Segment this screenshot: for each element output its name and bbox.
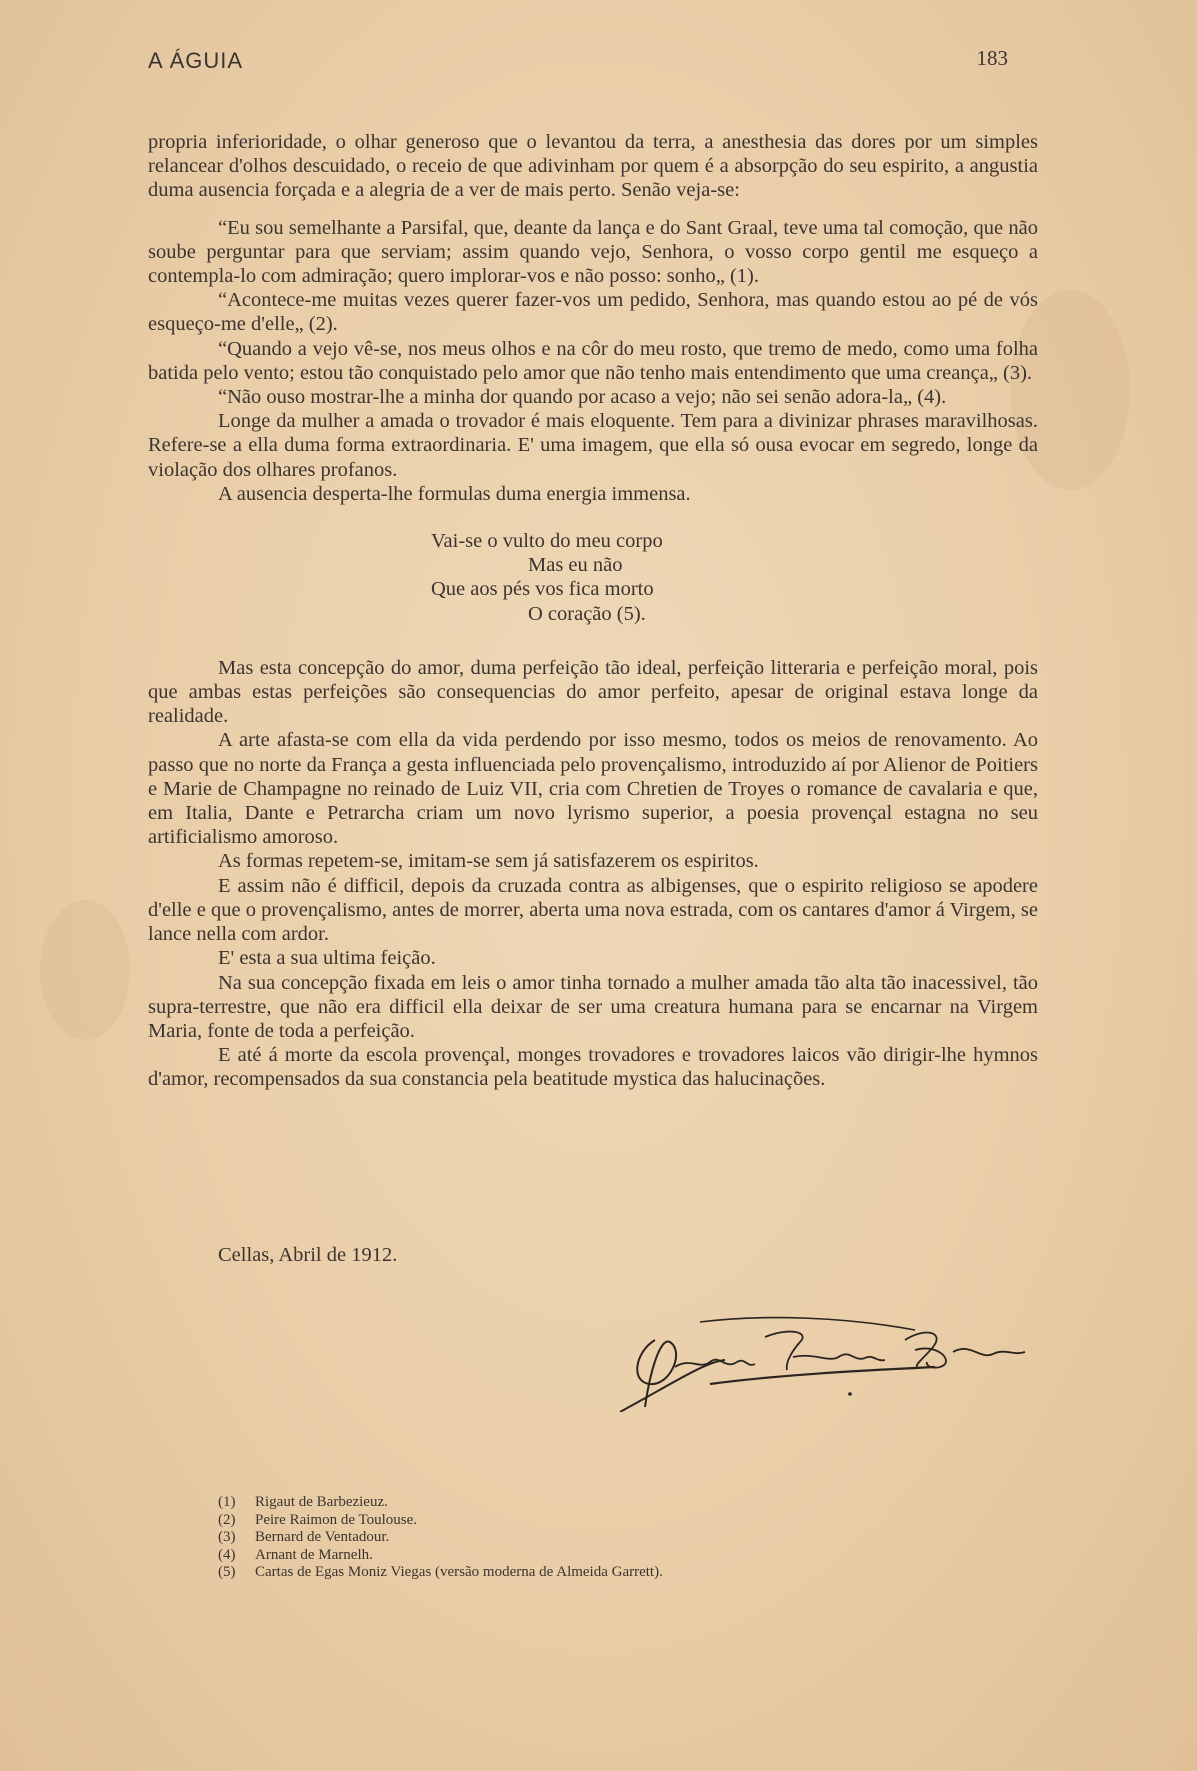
footnote-mark: (4) <box>218 1546 236 1563</box>
footnotes <box>218 1494 663 1582</box>
footnote <box>218 1529 663 1547</box>
paragraph-arte: A arte afasta-se com ella da vida perdendo por isso mesmo, todos os meios de renovamento. Ao passo que no norte da França a gesta influenciada pelo provençalismo, introduzido aí por Alienor de Poitiers e Marie de Champagne no reinado de Luiz VII, cria com Chretien de Troyes o romance de cavalaria e que, em Italia, Dante e Petrarcha criam um novo lyrismo superior, a poesia provençal estagna no seu artificialismo amoroso. <box>148 729 1038 849</box>
paragraph-mas: Mas esta concepção do amor, duma perfeição tão ideal, perfeição litteraria e perfeição moral, pois que ambas estas perfeições são consequencias do amor perfeito, apesar de original estava longe da realidade. <box>148 656 1038 728</box>
footnote <box>218 1512 663 1530</box>
footnote <box>218 1494 663 1512</box>
footnote-ref: (2). <box>308 313 338 336</box>
footnote-mark: (5) <box>218 1564 236 1580</box>
quote-text: “Não ouso mostrar-lhe a minha dor quando por acaso a vejo; não sei senão adora-la„ <box>218 386 913 409</box>
poem-line <box>431 602 1038 626</box>
quote-text: “Quando a vejo vê-se, nos meus olhos e na côr do meu rosto, que tremo de medo, como uma folha batida pelo vento; estou tão conquistado pelo amor que não tenho mais entendimento que uma creança„ <box>148 337 1038 384</box>
footnote-text: Peire Raimon de Toulouse. <box>255 1511 417 1528</box>
poem-line: Vai-se o vulto do meu corpo <box>431 530 663 553</box>
footnote <box>218 1547 663 1565</box>
article-body <box>148 130 1038 1092</box>
paragraph-longe: Longe da mulher a amada o trovador é mais eloquente. Tem para a divinizar phrases maravilhosas. Refere-se a ella duma forma extraordinaria. E' uma imagem, que ella só ousa evocar em segredo, longe da violação dos olhares profanos. <box>148 410 1038 481</box>
page-number: 183 <box>976 46 1008 70</box>
footnote-text: Arnant de Marnelh. <box>255 1546 373 1563</box>
quote-medo <box>148 337 1038 385</box>
quote-text: “Acontece-me muitas vezes querer fazer-vos um pedido, Senhora, mas quando estou ao pé de vós esqueço-me d'elle„ <box>148 289 1038 336</box>
footnote-text: Bernard de Ventadour. <box>255 1529 390 1545</box>
footnote-ref: (3). <box>1003 361 1033 384</box>
poem-line: Que aos pés vos fica morto <box>431 578 654 601</box>
footnote-mark: (3) <box>218 1529 236 1545</box>
footnote-mark: (2) <box>218 1511 236 1528</box>
page-header <box>148 48 1008 78</box>
paper-stain <box>40 900 130 1040</box>
poem <box>431 529 1038 626</box>
paragraph-esta: E' esta a sua ultima feição. <box>218 947 436 970</box>
paragraph-assim: E assim não é difficil, depois da cruzada contra as albigenses, que o espirito religioso se apodere d'elle e que o provençalismo, antes de morrer, aberta uma nova estrada, com os cantares d'amor á Virgem, se lance nella com ardor. <box>148 874 1038 946</box>
quote-parsifal <box>148 216 1038 289</box>
quote-text: “Eu sou semelhante a Parsifal, que, deante da lança e do Sant Graal, teve uma tal comoção, que não soube perguntar para que serviam; assim quando vejo, Senhora, o vosso corpo gentil me esqueço a contempla-lo com admiração; quero implorar-vos e não posso: sonho„ <box>148 216 1038 288</box>
paragraph-ausencia: A ausencia desperta-lhe formulas duma energia immensa. <box>218 482 691 505</box>
dateline: Cellas, Abril de 1912. <box>218 1244 398 1266</box>
footnote <box>218 1564 663 1582</box>
footnote-mark: (1) <box>218 1494 236 1510</box>
paragraph-na: Na sua concepção fixada em leis o amor tinha tornado a mulher amada tão alta tão inacessivel, tão supra-terrestre, que não era difficil ella deixar de ser uma creatura humana para se encarnar na Virgem Maria, fonte de toda a perfeição. <box>148 971 1038 1042</box>
footnote-ref: (1). <box>729 265 759 288</box>
footnote-ref: (5). <box>616 602 646 625</box>
footnote-text: Cartas de Egas Moniz Viegas (versão moderna de Almeida Garrett). <box>255 1564 663 1580</box>
poem-line-text: O coração <box>528 602 612 625</box>
footnote-ref: (4). <box>917 386 947 409</box>
quote-dor <box>148 385 1038 409</box>
footnote-text: Rigaut de Barbezieuz. <box>255 1494 388 1510</box>
paragraph-formas: As formas repetem-se, imitam-se sem já satisfazerem os espiritos. <box>218 850 759 873</box>
running-title: A ÁGUIA <box>148 48 244 73</box>
handwritten-signature <box>615 1312 1035 1412</box>
quote-pedido <box>148 288 1038 336</box>
paragraph-intro: propria inferioridade, o olhar generoso que o levantou da terra, a anesthesia das dores por um simples relancear d'olhos descuidado, o receio de que adivinham por quem é a absorpção do seu espirito, a angustia duma ausencia forçada e a alegria de a ver de mais perto. Senão veja-se: <box>148 131 1038 202</box>
paragraph-morte: E até á morte da escola provençal, monges trovadores e trovadores laicos vão dirigir-lhe hymnos d'amor, recompensados da sua constancia pela beatitude mystica das halucinações. <box>148 1044 1038 1091</box>
poem-line: Mas eu não <box>528 554 623 577</box>
